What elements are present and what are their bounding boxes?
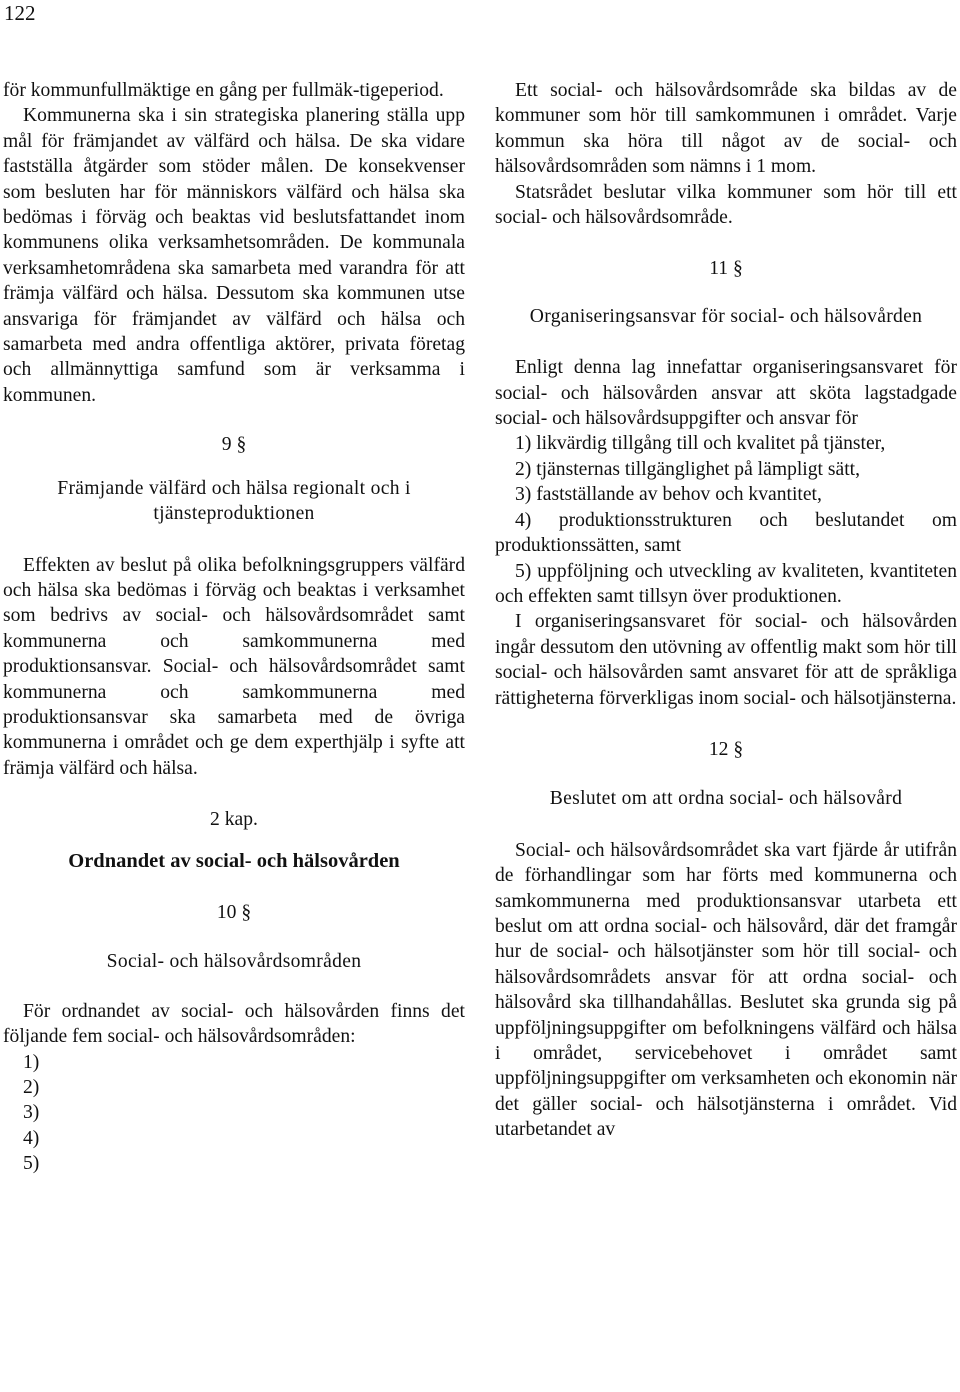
chapter-title: Ordnandet av social- och hälsovården: [68, 849, 400, 872]
intro-paragraph-2: Kommunerna ska i sin strategiska planering ställa upp mål för främjandet av välfärd och hälsa. De ska vidare fastställa åtgärder som stöder målen. De konsekvenser som besluten har för människors välfärd och hälsa ska bedömas i förväg och beaktas vid beslutsfattandet inom kommunens olika verksamhetsområden. De kommunala verksamhetområdena ska samarbeta med varandra för att främja välfärd och hälsa. Dessutom ska kommunen utse ansvariga för främjandet av välfärd och hälsa och samarbeta med andra offentliga aktörer, privata företag och allmännyttiga samfund som är verksamma i kommunen.: [3, 105, 465, 406]
right-paragraph-1: Ett social- och hälsovårdsområde ska bildas av de kommuner som hör till samkommunen i området. Varje kommun ska höra till något av de social- och hälsovårdsområden som nämns i 1 mom.: [495, 80, 957, 178]
chapter-number: 2 kap.: [210, 809, 258, 831]
list-item: 5): [23, 1153, 40, 1175]
region-list: [3, 1050, 465, 1177]
right-column: [495, 78, 957, 1143]
section-11-item: 1) likvärdig tillgång till och kvalitet på tjänster,: [515, 433, 886, 455]
section-11-title: Organiseringsansvar för social- och hälsovården: [529, 305, 923, 327]
section-11-item: 3) fastställande av behov och kvantitet,: [515, 484, 822, 506]
page-number: 122: [4, 1, 36, 25]
section-11-body: Enligt denna lag innefattar organiseringsansvaret för social- och hälsovården ansvar att sköta lagstadgade social- och hälsovårdsuppgifter och ansvar för: [495, 357, 957, 430]
list-item: 2): [23, 1077, 40, 1098]
intro-paragraph-1: för kommunfullmäktige en gång per fullmäk-tigeperiod.: [3, 80, 444, 101]
list-item: 4): [23, 1127, 40, 1149]
section-9-number: 9 §: [221, 434, 247, 456]
section-11-item: 2) tjänsternas tillgänglighet på lämpligt sätt,: [515, 458, 860, 480]
section-12-title: Beslutet om att ordna social- och hälsovård: [549, 788, 903, 810]
section-9-body: Effekten av beslut på olika befolkningsgruppers välfärd och hälsa ska bedömas i förväg och beaktas i verksamhet som bedrivs av social- och hälsovårdsområdet samt kommunerna och samkommunerna med produktionsansvar. Social- och hälsovårdsområdet samt kommunerna och samkommunerna med produktionsansvar ska samarbeta med de övriga kommunerna i området och ge dem experthjälp i syfte att främja välfärd och hälsa.: [3, 554, 465, 779]
section-12-number: 12 §: [708, 738, 744, 760]
section-11-paragraph-2: I organiseringsansvaret för social- och hälsovården ingår dessutom den utövning av offentlig makt som hör till social- och hälsovården samt ansvaret för att de språkliga rättigheterna förverkligas inom social- och hälsotjänsterna.: [495, 611, 957, 709]
section-10-title: Social- och hälsovårdsområden: [106, 951, 362, 973]
section-11-number: 11 §: [709, 258, 743, 280]
section-10-number: 10 §: [216, 901, 252, 923]
list-item: 1): [23, 1051, 40, 1073]
list-item: 3): [23, 1102, 40, 1124]
section-11-item: 5) uppföljning och utveckling av kvaliteten, kvantiteten och effekten samt tillsyn över produktionen.: [495, 560, 957, 607]
right-paragraph-2: Statsrådet beslutar vilka kommuner som hör till ett social- och hälsovårdsområde.: [495, 181, 957, 229]
section-11-item: 4) produktionsstrukturen och beslutandet om produktionssätten, samt: [495, 509, 957, 557]
section-12-body: Social- och hälsovårdsområdet ska vart fjärde år utifrån de förhandlingar som har förts med kommunerna och samkommunerna med produktionsansvar utarbeta ett beslut om att ordna social- och hälsovård, där det framgår hur de social- och hälsotjänster som hör till social- och hälsovårdsområdets ansvar för att ordna social- och hälsovård ska tillhandahållas. Beslutet ska grunda sig på uppföljningsuppgifter om befolkningens välfärd och hälsa i området, servicebehovet i området samt uppföljningsuppgifter om verksamheten och ekonomin när det gäller social- och hälsotjänsterna i området. Vid utarbetandet av: [495, 839, 957, 1141]
left-column: [3, 78, 465, 1177]
section-9-title: Främjande välfärd och hälsa regionalt och i tjänsteproduktionen: [57, 477, 411, 525]
section-10-body: För ordnandet av social- och hälsovården finns det följande fem social- och hälsovårdsområden:: [3, 1000, 465, 1048]
